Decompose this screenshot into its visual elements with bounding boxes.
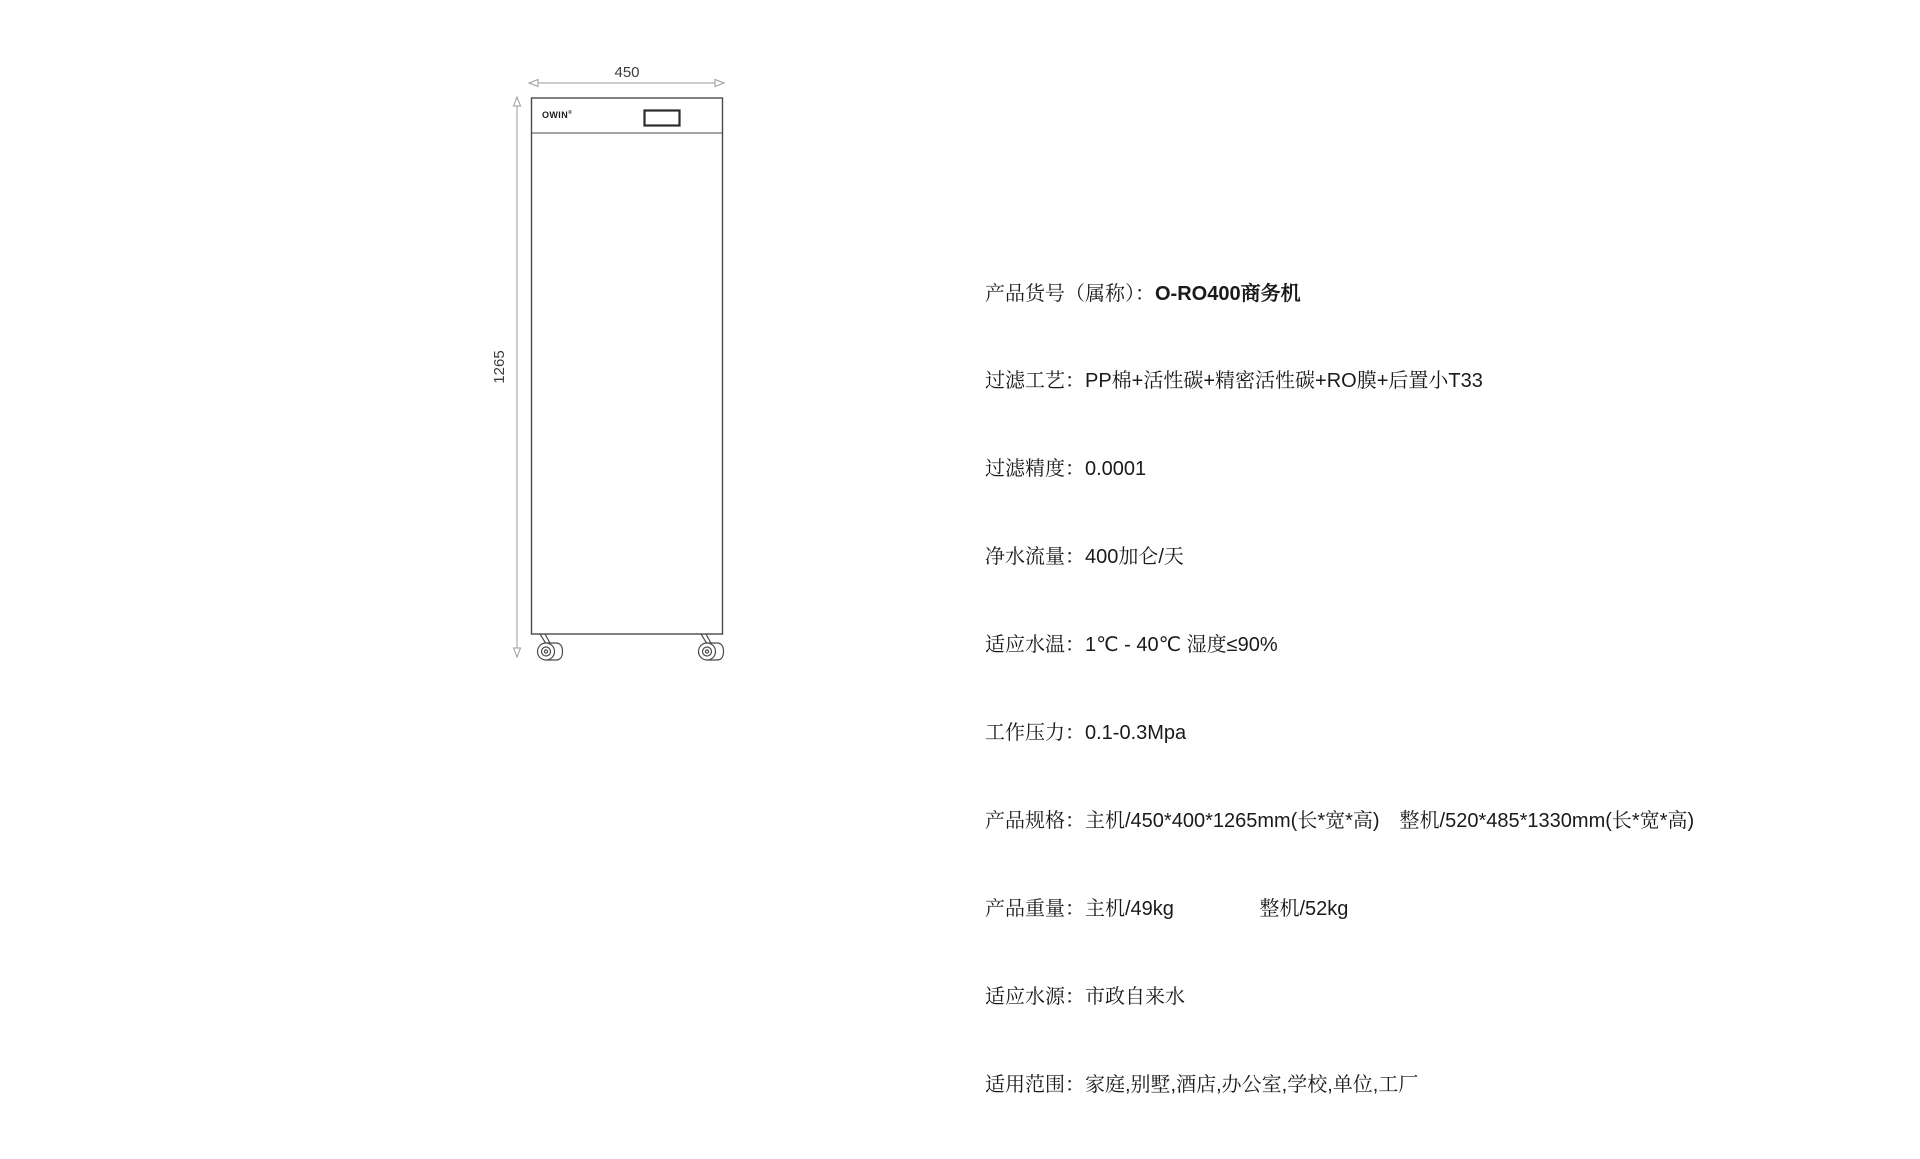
width-dimension-label: 450 [614, 64, 640, 81]
product-code-label: 产品货号（属称）： [985, 282, 1155, 305]
arrow-left-icon [529, 80, 538, 87]
spec-line: 过滤精度：0.0001 [985, 458, 1147, 481]
registered-mark-icon: ® [568, 110, 573, 116]
brand-logo: OWIN® [542, 110, 573, 120]
height-dimension-label: 1265 [491, 350, 508, 384]
spec-line-product-code [985, 280, 1805, 309]
cabinet-outline [532, 98, 723, 634]
arrow-down-icon [514, 648, 521, 657]
spec-line: 产品规格：主机/450*400*1265mm(长*宽*高) 整机/520*485*1330mm(长*宽*高) [985, 809, 1695, 832]
spec-line: 工作压力：0.1-0.3Mpa [985, 722, 1187, 745]
caster-wheel-left [538, 634, 563, 660]
arrow-up-icon [514, 97, 521, 106]
product-code-value: O-RO400商务机 [1155, 282, 1301, 305]
arrow-right-icon [715, 80, 724, 87]
display-window [645, 111, 680, 126]
spec-line: 适应水源：市政自来水 [985, 985, 1185, 1008]
height-dimension [491, 97, 521, 657]
spec-line: 适用范围：家庭,别墅,酒店,办公室,学校,单位,工厂 [985, 1073, 1419, 1096]
spec-line: 过滤工艺：PP棉+活性碳+精密活性碳+RO膜+后置小T33 [985, 370, 1483, 393]
spec-line: 适应水温：1℃ - 40℃ 湿度≤90% [985, 634, 1278, 657]
spec-line: 净水流量：400加仑/天 [985, 546, 1184, 569]
spec-list [985, 221, 1805, 1159]
width-dimension [529, 64, 724, 87]
caster-wheel-right [699, 634, 724, 660]
spec-line: 产品重量：主机/49kg 整机/52kg [985, 897, 1349, 920]
